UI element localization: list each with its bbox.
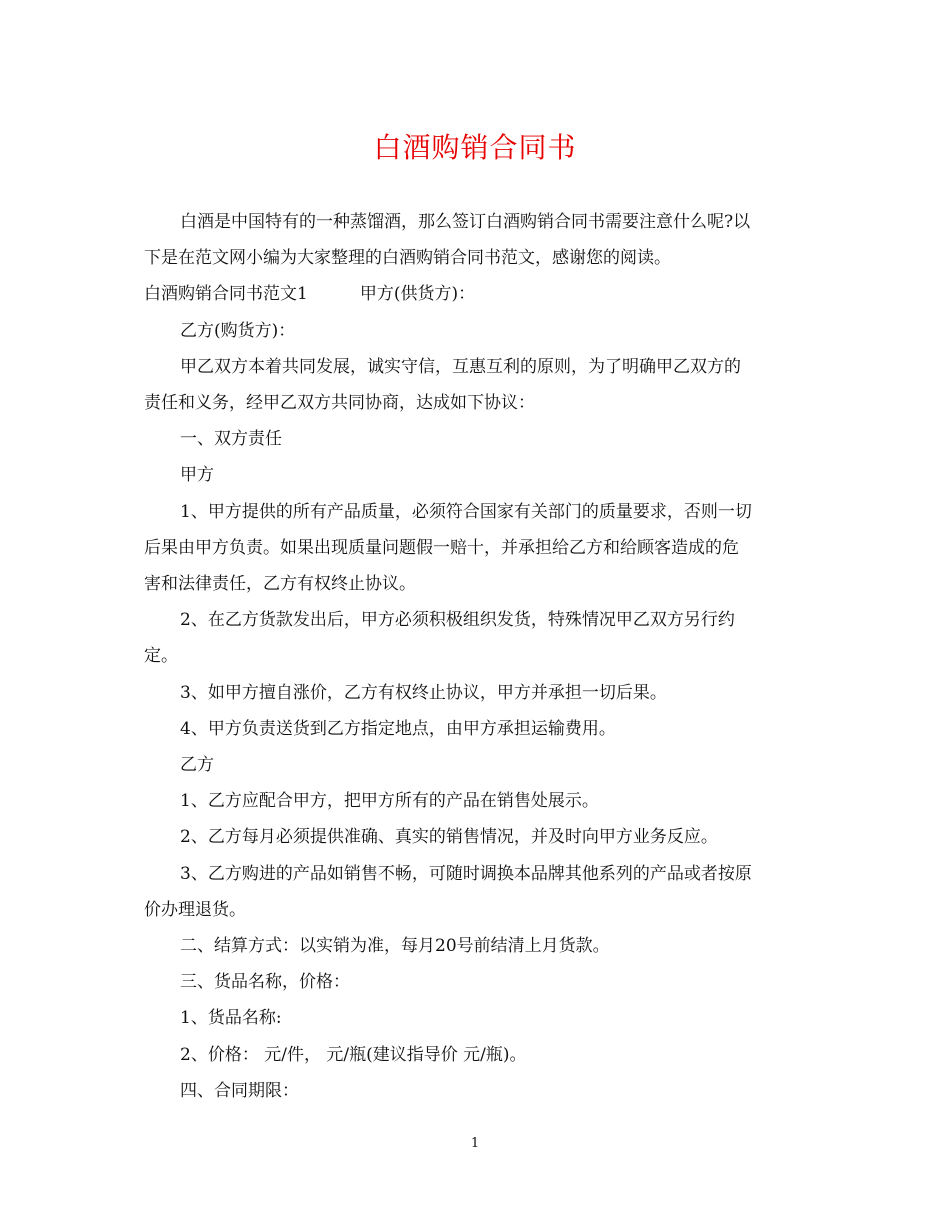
paragraph-line: 白酒是中国特有的一种蒸馏酒，那么签订白酒购销合同书需要注意什么呢?以	[180, 212, 751, 232]
section-heading: 二、结算方式：以实销为准，每月20号前结清上月货款。	[180, 936, 610, 957]
paragraph-line	[144, 276, 806, 312]
paragraph-line: 乙方(购货方)：	[180, 320, 296, 341]
paragraph-line: 3、如甲方擅自涨价，乙方有权终止协议，甲方并承担一切后果。	[180, 682, 667, 703]
subsection-heading: 乙方	[180, 755, 214, 776]
party-a-label: 甲方(供货方)：	[359, 284, 476, 305]
paragraph-line: 后果由甲方负责。如果出现质量问题假一赔十，并承担给乙方和给顾客造成的危	[144, 537, 739, 558]
paragraph-line: 3、乙方购进的产品如销售不畅，可随时调换本品牌其他系列的产品或者按原	[180, 863, 752, 884]
paragraph-line: 2、在乙方货款发出后，甲方必须积极组织发货，特殊情况甲乙双方另行约	[180, 610, 735, 631]
document-body	[144, 204, 806, 1109]
document-title: 白酒购销合同书	[373, 131, 577, 164]
paragraph-line: 下是在范文网小编为大家整理的白酒购销合同书范文，感谢您的阅读。	[144, 248, 671, 269]
paragraph-line: 甲乙双方本着共同发展，诚实守信，互惠互利的原则，为了明确甲乙双方的	[180, 356, 741, 377]
paragraph-line: 1、货品名称:	[180, 1008, 282, 1029]
paragraph-line: 责任和义务，经甲乙双方共同协商，达成如下协议：	[144, 393, 535, 414]
paragraph-line: 定。	[144, 646, 178, 667]
paragraph-line: 4、甲方负责送货到乙方指定地点，由甲方承担运输费用。	[180, 718, 616, 739]
subsection-heading: 甲方	[180, 465, 214, 486]
sample-heading: 白酒购销合同书范文1	[144, 284, 308, 305]
paragraph-line: 价办理退货。	[144, 899, 246, 920]
paragraph-line: 2、乙方每月必须提供准确、真实的销售情况，并及时向甲方业务反应。	[180, 827, 718, 848]
paragraph-line: 害和法律责任，乙方有权终止协议。	[144, 574, 416, 595]
paragraph-line: 2、价格： 元/件， 元/瓶(建议指导价 元/瓶)。	[180, 1044, 527, 1065]
section-heading: 一、双方责任	[180, 429, 282, 450]
paragraph-line: 1、甲方提供的所有产品质量，必须符合国家有关部门的质量要求，否则一切	[180, 501, 752, 522]
page-number: 1	[470, 1136, 480, 1151]
section-heading: 三、货品名称，价格：	[180, 972, 350, 993]
paragraph-line: 1、乙方应配合甲方，把甲方所有的产品在销售处展示。	[180, 791, 599, 812]
section-heading: 四、合同期限：	[180, 1080, 299, 1101]
